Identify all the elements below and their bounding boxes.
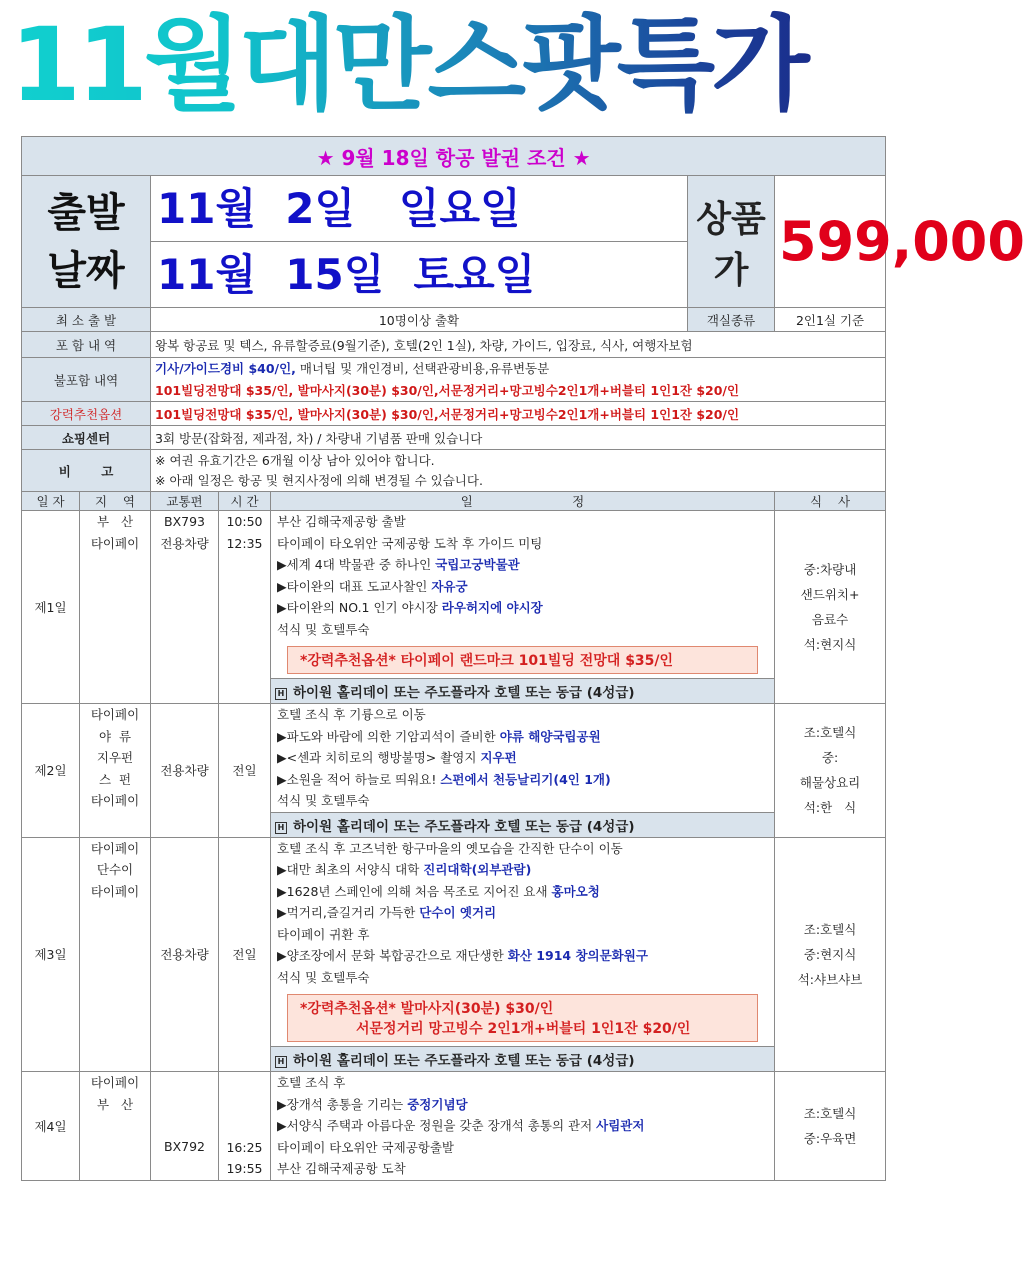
schedule-text: ▶타이완의 NO.1 인기 야시장 [277,600,442,615]
hotel-text: 하이원 홀리데이 또는 주도플라자 호텔 또는 동급 (4성급) [293,1053,635,1069]
meal-item: 중:우육면 [803,1130,857,1146]
region-cell-line: 부 산 [96,514,134,529]
region-cell [80,704,151,838]
hotel-row [271,678,774,703]
page-title: 11월대만스팟특가 [10,2,895,130]
region-cell-line: 타이페이 [90,793,140,808]
schedule-text: ▶<센과 치히로의 행방불명> 촬영지 [277,750,481,765]
schedule-cell [271,704,775,838]
region-cell-line: 타이페이 [90,883,140,899]
schedule-text: ▶장개석 총통을 기리는 [277,1096,408,1112]
schedule-highlight: 국립고궁박물관 [435,557,520,572]
schedule-item [277,1137,768,1159]
schedule-highlight: 스펀에서 천등날리기(4인 1개) [440,771,611,787]
region-cell-line: 타이페이 [90,707,140,722]
schedule-text: ▶파도와 바람에 의한 기암괴석이 즐비한 [277,728,500,744]
schedule-item [277,533,768,555]
meals-cell [775,1072,886,1181]
schedule-item [277,924,768,946]
meal-item: 조:호텔식 [803,921,857,937]
time-cell-line: 16:25 [226,1139,263,1155]
col-region: 지 역 [80,492,151,511]
schedule-item [277,945,768,967]
recommended-option-box [287,646,758,674]
schedule-item [277,769,768,791]
region-cell-line: 타이페이 [90,840,140,856]
shopping-label: 쇼핑센터 [22,426,151,450]
remarks-label: 비 고 [22,450,151,492]
schedule-text: 석식 및 호텔투숙 [277,969,370,985]
included-label: 포 함 내 역 [22,332,151,358]
time-cell-line: 전일 [232,946,257,962]
schedule-text: 타이페이 타오위안 국제공항 도착 후 가이드 미팅 [277,535,543,551]
time-cell [219,837,271,1072]
schedule-text: ▶먹거리,즐길거리 가득한 [277,905,420,920]
time-cell [219,1072,271,1181]
col-meals: 식 사 [775,492,886,511]
schedule-item [277,576,768,598]
schedule-text: ▶소원을 적어 하늘로 띄워요! [277,771,441,787]
departure-date-2: 11월 15일 토요일 [151,242,688,308]
min-departure-label: 최 소 출 발 [22,308,151,332]
schedule-text: ▶세계 4대 박물관 중 하나인 [277,557,436,572]
time-cell-line: 전일 [232,762,257,778]
region-cell-line: 타이페이 [90,1075,140,1090]
excluded-value [151,358,886,402]
meals-cell [775,837,886,1072]
hotel-icon: H [275,688,287,700]
schedule-highlight: 홍마오청 [551,883,600,899]
hotel-row [271,1046,774,1071]
transport-cell-line: BX793 [164,514,205,529]
col-transport: 교통편 [151,492,219,511]
transport-cell [151,704,219,838]
day-label: 제2일 [22,704,80,838]
schedule-item [277,881,768,903]
day-label: 제4일 [22,1072,80,1181]
schedule-highlight: 화산 1914 창의문화원구 [507,948,648,963]
schedule-highlight: 지우펀 [480,750,517,765]
schedule-text: 타이페이 귀환 후 [277,926,370,942]
schedule-text: 호텔 조식 후 고즈넉한 항구마을의 옛모습을 간직한 단수이 이동 [277,840,623,856]
transport-cell [151,837,219,1072]
meal-item: 중:차량내 [803,562,857,577]
col-time: 시 간 [219,492,271,511]
departure-date-1: 11월 2일 일요일 [151,176,688,242]
product-price: 599,000 [775,176,886,308]
meals-cell [775,511,886,704]
day-row [22,1072,886,1181]
region-cell-line: 단수이 [96,862,134,877]
remark-line: ※ 여권 유효기간은 6개월 이상 남아 있어야 합니다. [155,452,435,468]
col-schedule: 일 정 [271,492,775,511]
schedule-item [277,902,768,924]
schedule-item [277,967,768,989]
transport-cell-line: 전용차량 [160,946,209,962]
schedule-text: 부산 김해국제공항 출발 [277,514,406,529]
schedule-text: 호텔 조식 후 [277,1075,346,1090]
time-cell [219,704,271,838]
itinerary-header [22,492,886,511]
region-cell [80,511,151,704]
schedule-text: 석식 및 호텔투숙 [277,793,370,808]
schedule-highlight: 중정기념당 [407,1096,468,1112]
schedule-cell [271,837,775,1072]
schedule-text: ▶타이완의 대표 도교사찰인 [277,578,432,594]
recommended-option-text: *강력추천옵션* 발마사지(30분) $30/인 [300,1001,554,1017]
recommended-value: 101빌딩전망대 $35/인, 발마사지(30분) $30/인,서문정거리+망고빙수2인1개+버블티 1인1잔 $20/인 [151,402,886,426]
day-label: 제1일 [22,511,80,704]
transport-cell-line: 전용차량 [160,535,209,551]
guide-fee: 기사/가이드경비 $40/인, [155,361,296,376]
schedule-text: 타이페이 타오위안 국제공항출발 [277,1139,454,1155]
time-cell-line: 19:55 [226,1161,263,1176]
transport-cell [151,1072,219,1181]
meal-item: 중:현지식 [803,946,857,962]
hotel-icon: H [275,1056,287,1068]
day-label: 제3일 [22,837,80,1072]
hotel-text: 하이원 홀리데이 또는 주도플라자 호텔 또는 동급 (4성급) [293,818,635,835]
meals-cell [775,704,886,838]
day-row [22,837,886,1072]
meal-item: 석:현지식 [803,637,857,652]
schedule-highlight: 자유궁 [431,578,468,594]
hotel-text: 하이원 홀리데이 또는 주도플라자 호텔 또는 동급 (4성급) [293,685,635,701]
itinerary-table [21,136,1025,1181]
recommended-option-text: *강력추천옵션* 타이페이 랜드마크 101빌딩 전망대 $35/인 [300,653,674,669]
time-cell-line: 12:35 [226,535,263,551]
region-cell-line: 스 펀 [98,771,132,787]
transport-cell [151,511,219,704]
region-cell-line: 타이페이 [90,535,140,551]
day-row [22,511,886,704]
included-value: 왕복 항공료 및 텍스, 유류할증료(9월기준), 호텔(2인 1실), 차량, 가이드, 입장료, 식사, 여행자보험 [151,332,886,358]
schedule-item [277,726,768,748]
time-cell [219,511,271,704]
departure-label-line1: 출발 [47,189,125,236]
meal-item: 중: [821,750,839,766]
transport-cell-line: 전용차량 [160,762,209,778]
schedule-item [277,790,768,812]
schedule-item [277,859,768,881]
schedule-highlight: 사림관저 [596,1118,645,1133]
meal-item: 석:한 식 [803,800,857,816]
schedule-item [277,704,768,726]
shopping-value: 3회 방문(잡화점, 제과점, 차) / 차량내 기념품 판매 있습니다 [151,426,886,450]
recommended-label: 강력추천옵션 [22,402,151,426]
min-departure-value: 10명이상 출확 [151,308,688,332]
day-row [22,704,886,838]
col-date: 일 자 [22,492,80,511]
schedule-item [277,1072,768,1094]
schedule-item [277,838,768,860]
schedule-cell [271,1072,775,1181]
hotel-icon: H [275,822,287,834]
time-cell-line: 10:50 [226,514,263,529]
schedule-item [277,597,768,619]
meal-item: 해물상요리 [799,775,861,791]
room-type-label: 객실종류 [688,308,775,332]
excluded-label: 불포함 내역 [22,358,151,402]
schedule-item [277,554,768,576]
meal-item: 샌드위치+ [800,587,860,602]
region-cell-line: 부 산 [96,1096,134,1112]
region-cell [80,837,151,1072]
schedule-item [277,511,768,533]
departure-label-line2: 날짜 [47,247,125,294]
departure-date-label [22,176,151,308]
recommended-option-box [287,994,758,1042]
schedule-text: ▶양조장에서 문화 복합공간으로 재단생한 [277,948,508,963]
recommended-option-text: 서문정거리 망고빙수 2인1개+버블티 1인1잔 $20/인 [356,1021,691,1037]
product-price-label: 상품가 [688,176,775,308]
schedule-highlight: 야류 해양국립공원 [499,728,601,744]
schedule-text: ▶1628년 스페인에 의해 처음 목조로 지어진 요새 [277,883,552,899]
schedule-text: 석식 및 호텔투숙 [277,621,370,637]
schedule-cell [271,511,775,704]
region-cell-line: 야 류 [98,728,132,744]
ticketing-notice: ★ 9월 18일 항공 발권 조건 ★ [22,137,886,176]
schedule-item [277,1158,768,1180]
excluded-options: 101빌딩전망대 $35/인, 발마사지(30분) $30/인,서문정거리+망고빙수2인1개+버블티 1인1잔 $20/인 [155,382,740,398]
meal-item: 조:호텔식 [803,1105,857,1121]
schedule-highlight: 진리대학(외부관람) [423,862,532,877]
excluded-rest: 매너팁 및 개인경비, 선택관광비용,유류변동분 [295,361,550,376]
room-type-value: 2인1실 기준 [775,308,886,332]
schedule-item [277,1115,768,1137]
schedule-item [277,747,768,769]
region-cell [80,1072,151,1181]
remarks-value [151,450,886,492]
schedule-text: ▶서양식 주택과 아름다운 정원을 갖춘 장개석 총통의 관저 [277,1118,597,1133]
region-cell-line: 지우펀 [96,750,134,765]
schedule-highlight: 라우허지에 야시장 [441,600,543,615]
schedule-item [277,1094,768,1116]
schedule-text: ▶대만 최초의 서양식 대학 [277,862,424,877]
meal-item: 조:호텔식 [803,725,857,741]
schedule-item [277,619,768,641]
hotel-row [271,812,774,837]
meal-item: 음료수 [811,612,849,627]
transport-cell-line: BX792 [164,1139,205,1154]
remark-line: ※ 아래 일정은 항공 및 현지사정에 의해 변경될 수 있습니다. [155,472,483,488]
schedule-highlight: 단수이 옛거리 [419,905,497,920]
meal-item: 석:샤브샤브 [797,971,863,987]
schedule-text: 호텔 조식 후 기륭으로 이동 [277,707,426,722]
schedule-text: 부산 김해국제공항 도착 [277,1161,406,1176]
